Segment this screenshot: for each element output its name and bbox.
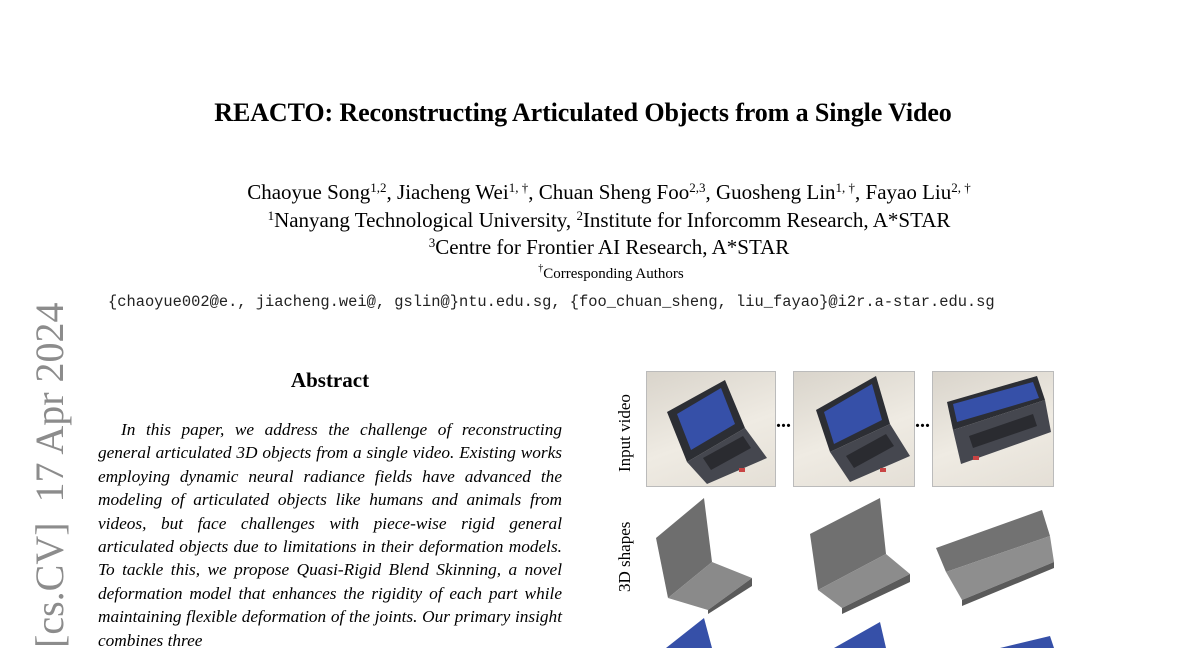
author-separator: , bbox=[386, 180, 398, 204]
dagger-mark: † bbox=[538, 263, 544, 274]
author-separator: , bbox=[705, 180, 716, 204]
ellipsis-2: ... bbox=[915, 410, 930, 432]
aff-sup-1: 1 bbox=[267, 208, 275, 223]
video-frame-2 bbox=[793, 371, 915, 487]
arxiv-stamp: [cs.CV] 17 Apr 2024 bbox=[27, 302, 72, 648]
corresponding-note bbox=[0, 263, 1200, 283]
author-name: Chuan Sheng Foo bbox=[538, 180, 690, 204]
affiliation-line-2 bbox=[0, 235, 1200, 259]
row-label-input-video: Input video bbox=[615, 394, 634, 472]
author-list bbox=[0, 180, 1200, 204]
shape-render-row3-2 bbox=[830, 620, 890, 648]
author-name: Guosheng Lin bbox=[715, 180, 836, 204]
author-separator: , bbox=[855, 180, 866, 204]
author-separator: , bbox=[528, 180, 539, 204]
shape-render-row3-1 bbox=[660, 618, 720, 648]
author-affiliation-mark: 1,2 bbox=[370, 180, 387, 195]
shape-render-row3-3 bbox=[1000, 636, 1054, 648]
author-affiliation-mark: 1, † bbox=[835, 180, 856, 195]
author-affiliation-mark: 2, † bbox=[951, 180, 971, 195]
abstract-body bbox=[98, 418, 562, 652]
shape-render-1 bbox=[650, 494, 760, 614]
aff-name-1: Nanyang Technological University, bbox=[274, 208, 577, 232]
affiliation-line-1 bbox=[0, 208, 1200, 232]
corresponding-text: Corresponding Authors bbox=[543, 266, 684, 282]
aff-sup-3: 3 bbox=[428, 235, 436, 250]
video-frame-3 bbox=[932, 371, 1054, 487]
aff-sup-2: 2 bbox=[576, 208, 583, 223]
email-line: {chaoyue002@e., jiacheng.wei@, gslin@}ntu.edu.sg, {foo_chuan_sheng, liu_fayao}@i2r.a-star.edu.sg bbox=[108, 293, 995, 311]
author-name: Jiacheng Wei bbox=[397, 180, 509, 204]
shape-render-3 bbox=[932, 500, 1054, 608]
laptop-photo-icon bbox=[647, 372, 775, 486]
laptop-photo-icon bbox=[794, 372, 914, 486]
ellipsis-1: ... bbox=[776, 410, 791, 432]
author-name: Fayao Liu bbox=[865, 180, 952, 204]
video-frame-1 bbox=[646, 371, 776, 487]
paper-title: REACTO: Reconstructing Articulated Objects from a Single Video bbox=[214, 98, 952, 127]
laptop-photo-icon bbox=[933, 372, 1053, 486]
row-label-3d-shapes: 3D shapes bbox=[615, 521, 634, 592]
abstract-paragraph: In this paper, we address the challenge of reconstructing general articulated 3D objects from a single video. Existing works employing dynamic neural radiance fields have advanced the modeling of articulated objects like humans and animals from videos, but face challenges with piece-wise rigid general articulated objects due to limitations in their deformation models. To tackle this, we propose Quasi-Rigid Blend Skinning, a novel deformation model that enhances the rigidity of each part while maintaining flexible deformation of the joints. Our primary insight combines three bbox=[98, 420, 562, 650]
abstract-heading: Abstract bbox=[290, 368, 370, 392]
author-affiliation-mark: 1, † bbox=[508, 180, 529, 195]
author-affiliation-mark: 2,3 bbox=[689, 180, 706, 195]
shape-render-2 bbox=[800, 494, 915, 614]
aff-name-2: Institute for Inforcomm Research, A*STAR bbox=[582, 208, 951, 232]
aff-name-3: Centre for Frontier AI Research, A*STAR bbox=[435, 235, 790, 259]
author-name: Chaoyue Song bbox=[247, 180, 371, 204]
